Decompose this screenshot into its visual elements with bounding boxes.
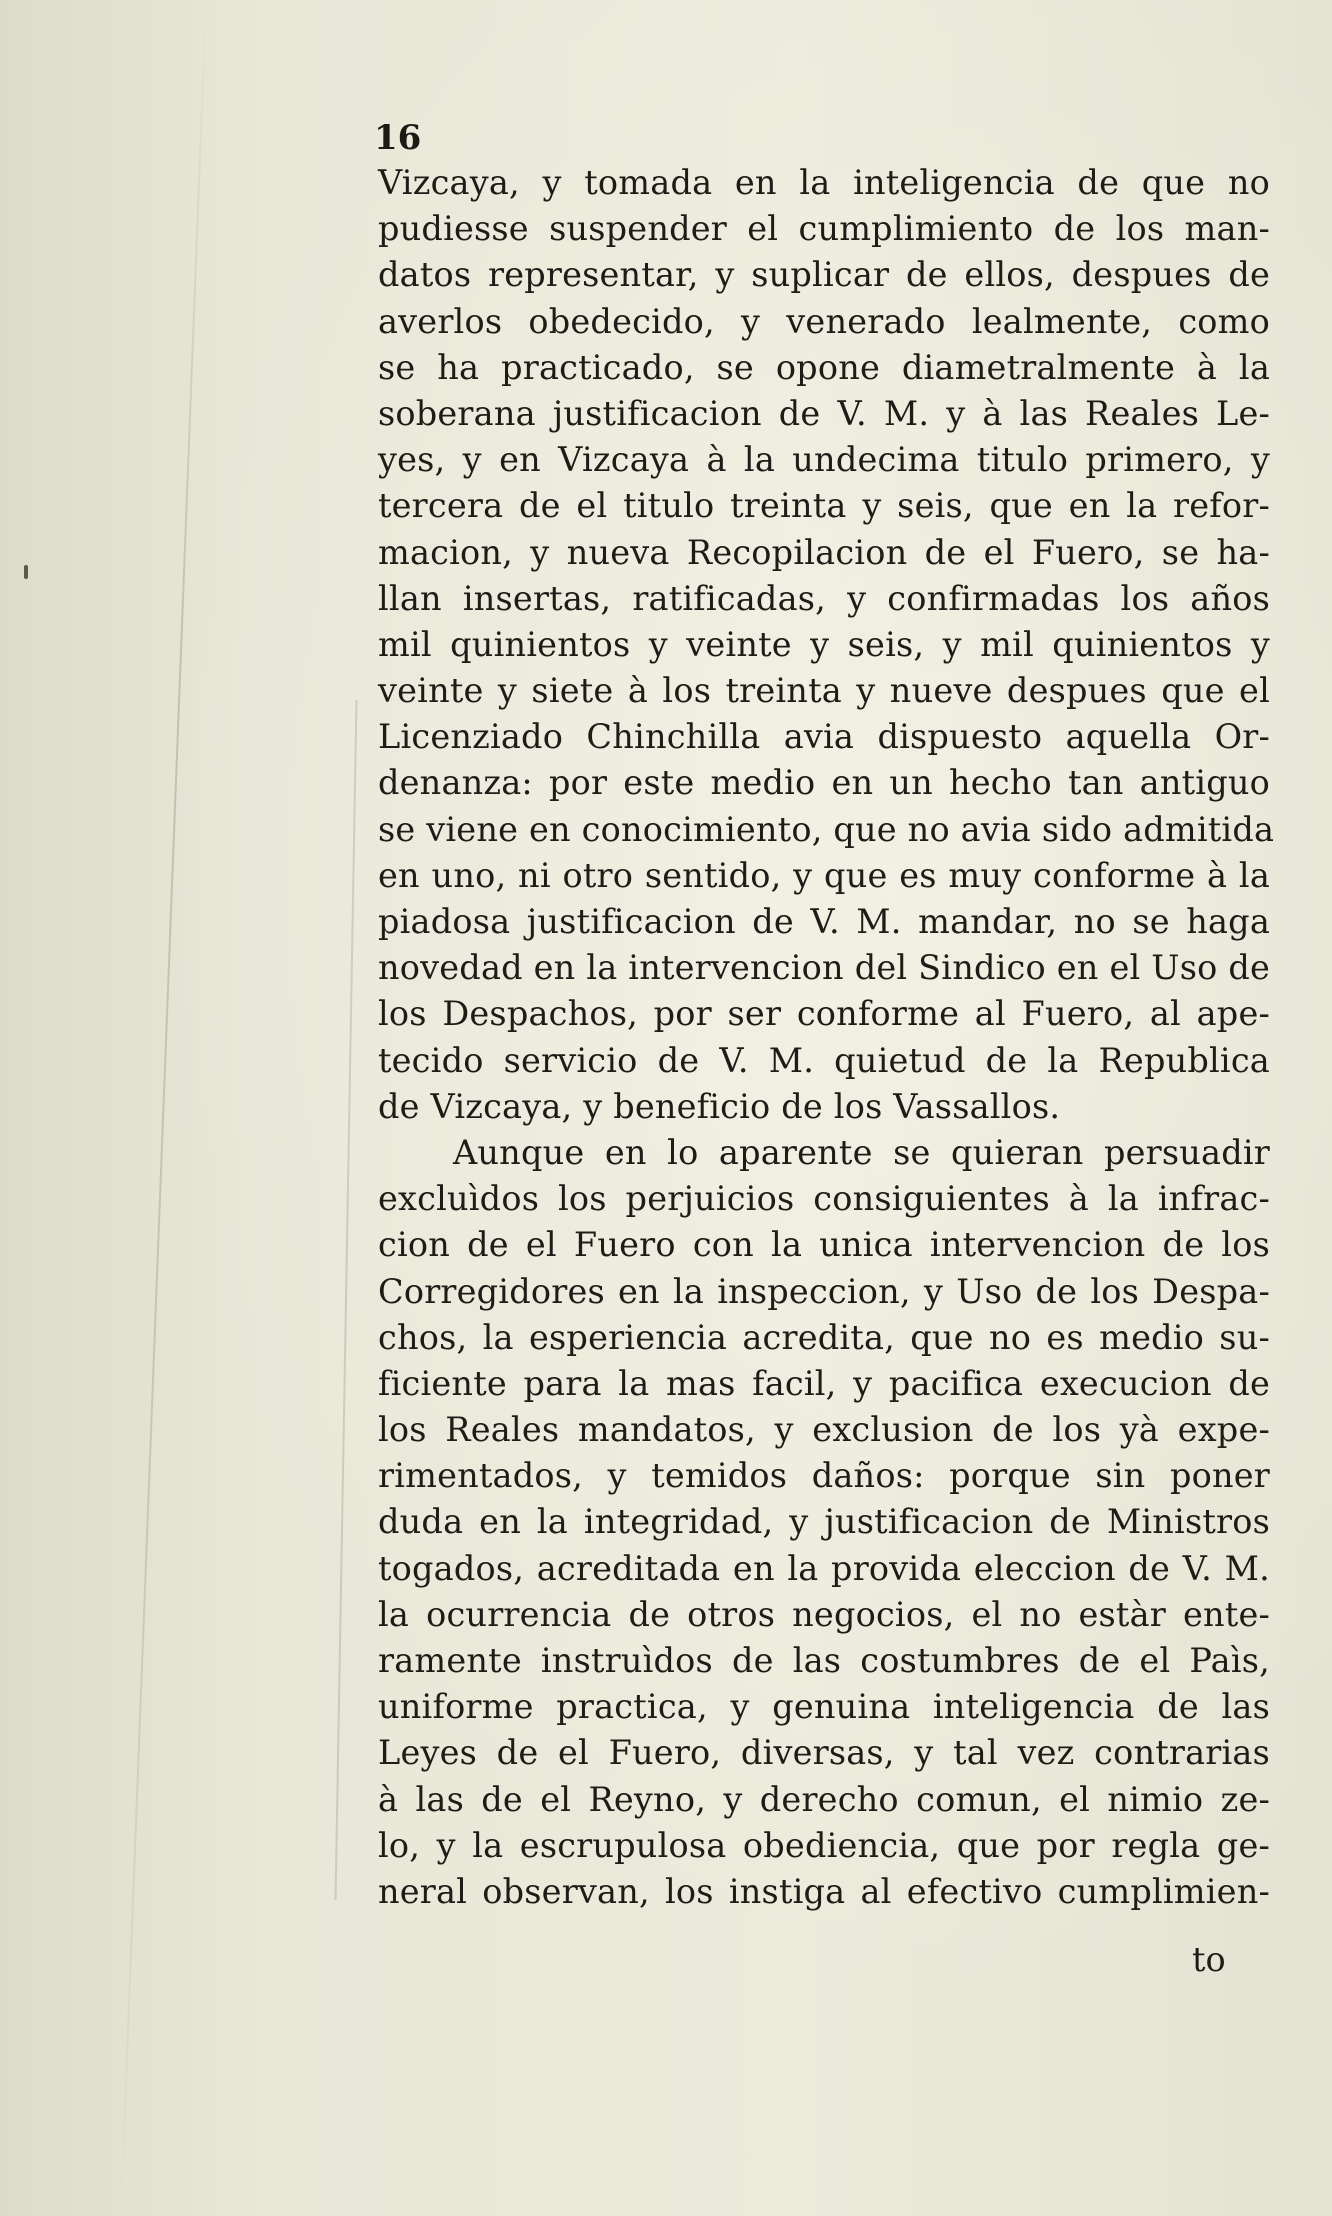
text-line: cion de el Fuero con la unica intervencion de los [378,1225,1270,1265]
text-line: Leyes de el Fuero, diversas, y tal vez contrarias [378,1733,1270,1773]
page-fold-line [120,0,207,2214]
text-line: los Reales mandatos, y exclusion de los yà expe- [378,1410,1270,1450]
text-line: lo, y la escrupulosa obediencia, que por regla ge- [378,1825,1270,1865]
text-line: denanza: por este medio en un hecho tan antiguo [378,763,1270,803]
text-line: neral observan, los instiga al efectivo cumplimien- [378,1871,1270,1911]
text-line: chos, la esperiencia acredita, que no es medio su- [378,1317,1270,1357]
text-line: mil quinientos y veinte y seis, y mil quinientos y [378,624,1270,664]
text-line: Vizcaya, y tomada en la inteligencia de que no [378,163,1270,202]
text-line: llan insertas, ratificadas, y confirmadas los años [378,578,1270,618]
text-line: averlos obedecido, y venerado lealmente, como [378,301,1270,341]
text-line: ficiente para la mas facil, y pacifica execucion de [378,1363,1270,1403]
text-line: se viene en conocimiento, que no avia sido admitida [378,809,1275,849]
text-line: pudiesse suspender el cumplimiento de los man- [378,209,1270,249]
text-line: excluìdos los perjuicios consiguientes à la infrac- [378,1179,1270,1219]
text-line: ramente instruìdos de las costumbres de el Paìs, [378,1641,1270,1680]
margin-ink-mark [24,565,28,579]
text-line: togados, acreditada en la provida eleccion de V. M. [378,1548,1270,1588]
catchword: to [1192,1940,1226,1979]
page-crease [335,700,358,1900]
text-line: los Despachos, por ser conforme al Fuero, al ape- [378,994,1270,1034]
text-line: se ha practicado, se opone diametralmente à la [378,347,1270,387]
text-line: Licenziado Chinchilla avia dispuesto aquella Or- [378,717,1270,757]
body-text [378,160,1275,1915]
text-line: en uno, ni otro sentido, y que es muy conforme à la [378,855,1270,895]
text-line: datos representar, y suplicar de ellos, despues de [378,255,1270,295]
text-line: novedad en la intervencion del Sindico en el Uso de [378,948,1270,988]
text-line: rimentados, y temidos daños: porque sin poner [378,1456,1270,1496]
page-number: 16 [374,118,422,158]
text-line: à las de el Reyno, y derecho comun, el nimio ze- [378,1779,1270,1819]
text-line: la ocurrencia de otros negocios, el no estàr ente- [378,1594,1270,1634]
text-line: macion, y nueva Recopilacion de el Fuero, se ha- [378,532,1270,572]
text-line: tercera de el titulo treinta y seis, que en la refor- [378,486,1270,526]
text-line: uniforme practica, y genuina inteligencia de las [378,1687,1270,1727]
text-line: veinte y siete à los treinta y nueve despues que el [378,671,1270,711]
paragraph-start-line: Aunque en lo aparente se quieran persuadir [453,1132,1270,1172]
text-line: yes, y en Vizcaya à la undecima titulo primero, y [378,440,1270,480]
text-line: duda en la integridad, y justificacion de Ministros [378,1502,1270,1542]
text-line: piadosa justificacion de V. M. mandar, no se haga [378,902,1270,941]
text-line: Corregidores en la inspeccion, y Uso de los Despa- [378,1271,1270,1311]
text-line: soberana justificacion de V. M. y à las Reales Le- [378,393,1270,433]
paragraph-end-line: de Vizcaya, y beneficio de los Vassallos. [378,1086,1061,1126]
text-line: tecido servicio de V. M. quietud de la Republica [378,1040,1270,1080]
